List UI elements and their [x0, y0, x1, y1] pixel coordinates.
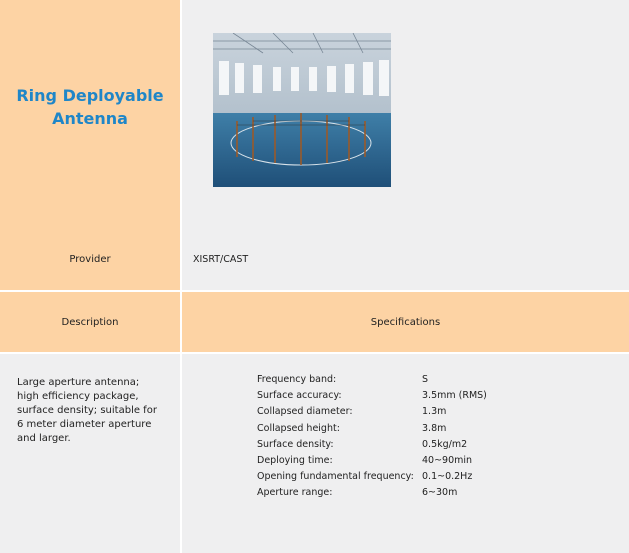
- spec-row: [257, 439, 557, 455]
- spec-row: [257, 455, 557, 471]
- provider-value-cell: [182, 229, 629, 290]
- spec-row: [257, 374, 557, 390]
- provider-label-cell: [0, 229, 180, 290]
- product-title: Ring Deployable Antenna: [16, 86, 164, 128]
- spec-row: [257, 390, 557, 406]
- spec-name: Collapsed height:: [257, 422, 340, 434]
- antenna-photo: [213, 33, 391, 187]
- spec-name: Aperture range:: [257, 487, 333, 499]
- spec-name: Deploying time:: [257, 454, 333, 466]
- spec-value: 3.8m: [422, 422, 447, 434]
- description-text: Large aperture antenna; high efficiency package, surface density; suitable for 6 meter diameter aperture and larger.: [17, 377, 157, 444]
- spec-name: Collapsed diameter:: [257, 406, 353, 418]
- spec-name: Surface density:: [257, 438, 334, 450]
- spec-value: 40~90min: [422, 454, 473, 466]
- spec-row: [257, 487, 557, 503]
- spec-value: 0.1~0.2Hz: [422, 471, 473, 483]
- provider-value: XISRT/CAST: [193, 254, 249, 265]
- spec-value: S: [422, 374, 429, 385]
- description-cell: [0, 354, 180, 553]
- spec-value: 0.5kg/m2: [422, 438, 468, 450]
- spec-row: [257, 406, 557, 422]
- antenna-photo-illustration: [213, 33, 391, 187]
- provider-label: Provider: [69, 254, 111, 265]
- spec-name: Opening fundamental frequency:: [257, 471, 414, 483]
- image-cell: [182, 0, 629, 229]
- specifications-header: Specifications: [370, 316, 441, 328]
- description-header: Description: [61, 316, 119, 328]
- spec-value: 6~30m: [422, 487, 458, 499]
- spec-value: 3.5mm (RMS): [422, 390, 487, 402]
- specifications-header-cell: [182, 292, 629, 352]
- spec-name: Surface accuracy:: [257, 390, 342, 402]
- spec-name: Frequency band:: [257, 374, 337, 385]
- spec-value: 1.3m: [422, 406, 447, 418]
- description-header-cell: [0, 292, 180, 352]
- spec-row: [257, 423, 557, 439]
- title-cell: [0, 0, 180, 229]
- specifications-cell: [182, 354, 629, 553]
- specifications-list: [257, 374, 557, 504]
- spec-row: [257, 471, 557, 487]
